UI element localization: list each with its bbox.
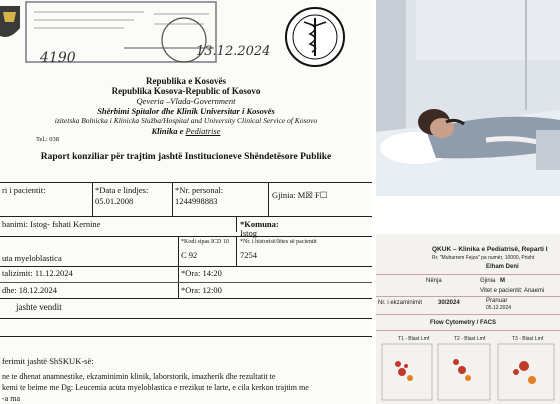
clinic-value: Pediatrise: [185, 126, 221, 136]
history-value: 7254: [240, 250, 257, 260]
table-row: [0, 266, 372, 267]
text-line-1: ne te dhenat anamnestike, ekzaminimin klinik, laborstorik, imazherik dhe rezultatit te: [2, 372, 276, 381]
dob-value: 05.01.2008: [95, 196, 134, 206]
kosovo-emblem-icon: [0, 6, 20, 40]
report-gender-label: Gjinia: [480, 278, 496, 284]
dob-label: *Data e lindjes:: [95, 185, 149, 195]
referral-label: ferimit jashtë ShSKUK-së:: [2, 356, 94, 366]
hospitalization-time: *Ora: 14:20: [181, 268, 222, 278]
report-section: Flow Cytometry / FACS: [430, 320, 497, 326]
gender-m-checkbox: ☒: [305, 190, 313, 200]
report-case-label: Nr. i ekzaminimit: [378, 300, 423, 306]
municipality-value: Istog: [240, 228, 257, 238]
tel-label: Tel.: 038: [36, 136, 60, 143]
hospitalization-value: 11.12.2024: [34, 268, 73, 278]
text-line-2: kemi te beime me Dg: Leucemia acuta myeloblastica e rrezikut te larte, e cila kerkon trajtim me: [2, 383, 309, 392]
patient-photo: [376, 0, 560, 196]
caduceus-logo-icon: [284, 6, 346, 68]
hospitalization-field: talizimit: 11.12.2024: [2, 268, 73, 278]
icd-label: *Kodi sipas ICD 10: [181, 239, 229, 245]
report-received-label: Pranuar: [486, 298, 508, 304]
flow-cytometry-plots: [376, 342, 560, 404]
history-label: *Nr. i historisë/lëtes së pacientit: [240, 239, 317, 245]
stamp-date: 13.12.2024: [196, 44, 271, 59]
report-case-value: 30/2024: [438, 300, 460, 306]
header-line2: Republika Kosova-Republic of Kosovo: [111, 86, 261, 96]
header-line4: Shërbimi Spitalor dhe Klinik Universitar i Kosovës: [97, 106, 275, 116]
plot-label-2: T2 - Blast Lmf: [454, 336, 486, 342]
diagnosis-value: uta myeloblastica: [2, 253, 62, 263]
gender-field: [272, 190, 327, 201]
header-line3: Qeveria –Vlada-Government: [136, 96, 236, 106]
residence-value: Istog- fshati Kernine: [30, 219, 101, 229]
municipality-label: *Komuna:: [240, 219, 279, 229]
stamp-number: 4190: [40, 50, 76, 66]
personal-no-label: *Nr. personal:: [175, 185, 224, 195]
discharge-value: 18.12.2024: [18, 285, 58, 295]
abroad-label: jashte vendit: [16, 302, 62, 312]
clinic-line: [0, 126, 372, 136]
residence-field: banimi: Istog- fshati Kernine: [2, 219, 101, 229]
hospital-bed-photo: [376, 0, 560, 196]
document-title: Raport konziliar për trajtim jashtë Institucioneve Shëndetësore Publike: [40, 152, 332, 162]
plot-label-3: T3 - Blast Lmf: [512, 336, 544, 342]
report-gender-value: M: [500, 278, 505, 284]
table-row: [0, 236, 372, 237]
lab-report: [376, 234, 560, 404]
table-row: [0, 282, 372, 283]
clinic-prefix: Klinika e: [151, 126, 186, 136]
header-line1: Republika e Kosovës: [145, 76, 226, 86]
table-row: [0, 216, 372, 217]
report-header: QKUK – Klinika e Pediatrisë, Reparti I: [432, 246, 548, 253]
table-row: [0, 182, 372, 183]
report-label1: Nënja: [426, 278, 442, 284]
report-label2: Vitet e pacientit: Anaemi: [480, 288, 545, 294]
gender-f-checkbox: ☐: [319, 190, 328, 200]
discharge-field: dhe: 18.12.2024: [2, 285, 58, 295]
report-received-value: 05.12.2024: [486, 305, 512, 311]
header-line5: izitetska Bolnicka i Klinicka Služba/Hospital and University Clinical Service of Kosovo: [54, 116, 318, 125]
report-address: Rr. "Muharrem Fejza" pa numër, 10000, Prisht: [432, 255, 535, 261]
table-row: [0, 336, 372, 337]
personal-no-value: 1244998883: [175, 196, 218, 206]
patient-label: ri i pacientit:: [2, 185, 46, 195]
table-row: [0, 298, 372, 299]
table-row: [0, 318, 372, 319]
gender-f-label: F: [315, 190, 320, 200]
discharge-time: *Ora: 12:00: [181, 285, 222, 295]
text-line-3: -a ma: [2, 394, 20, 403]
plot-label-1: T1 - Blast Lmf: [398, 336, 430, 342]
icd-value: C 92: [181, 250, 198, 260]
gender-label: Gjinia: M: [272, 190, 306, 200]
report-name: Elham Deni: [486, 264, 519, 270]
stamp-area: [0, 0, 372, 72]
